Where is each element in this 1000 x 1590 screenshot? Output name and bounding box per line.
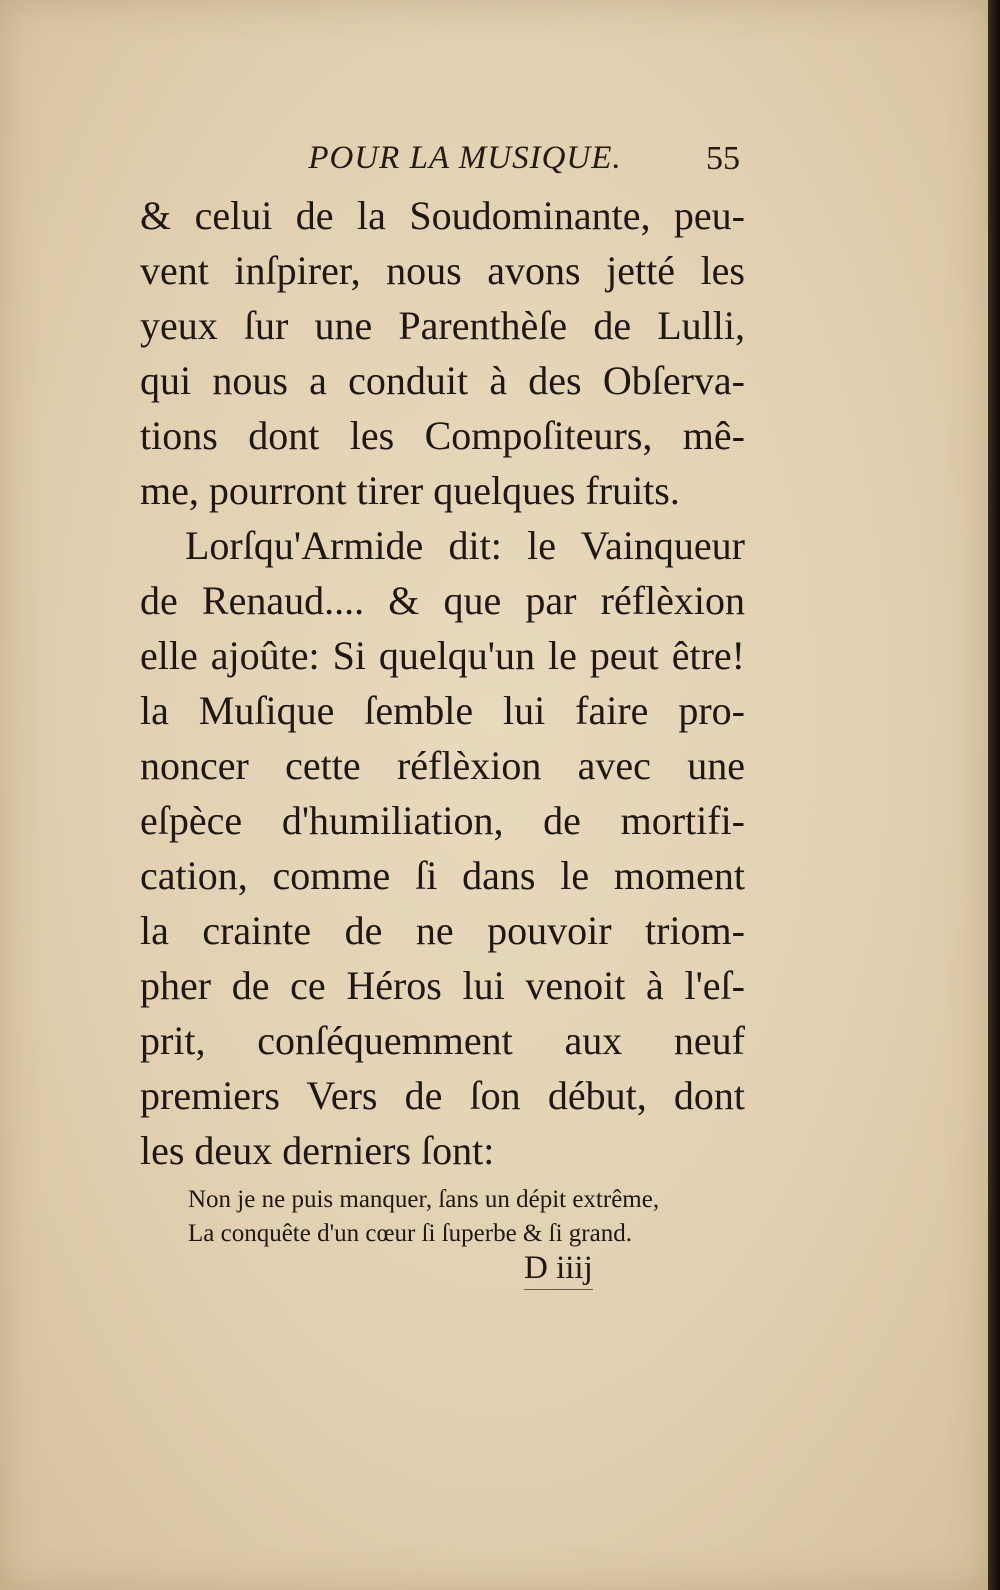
text-line: cation, comme ſi dans le moment	[140, 853, 745, 898]
signature-mark: D iiij	[524, 1250, 593, 1290]
text-line: qui nous a conduit à des Obſerva-	[140, 358, 745, 403]
running-head: POUR LA MUSIQUE.	[308, 140, 622, 176]
text-line: Lorſqu'Armide dit: le Vainqueur	[185, 523, 745, 568]
verse-quotation	[188, 1183, 728, 1251]
text-line: de Renaud.... & que par réflèxion	[140, 578, 745, 623]
text-line: elle ajoûte: Si quelqu'un le peut être!	[140, 633, 745, 678]
verse-line: Non je ne puis manquer, ſans un dépit extrême,	[188, 1186, 660, 1213]
text-line: la Muſique ſemble lui faire pro-	[140, 688, 745, 733]
text-line: premiers Vers de ſon début, dont	[140, 1073, 745, 1118]
page-edge-shadow	[988, 0, 1000, 1590]
page-header	[140, 140, 750, 190]
text-line: pher de ce Héros lui venoit à l'eſ-	[140, 963, 745, 1008]
text-line: prit, conſéquemment aux neuf	[140, 1018, 745, 1063]
text-line: me, pourront tirer quelques fruits.	[140, 468, 680, 513]
verse-line: La conquête d'un cœur ſi ſuperbe & ſi grand.	[188, 1220, 632, 1247]
body-text	[140, 188, 745, 1178]
text-line: noncer cette réflèxion avec une	[140, 743, 745, 788]
text-line: les deux derniers ſont:	[140, 1128, 495, 1173]
page-number: 55	[706, 140, 740, 177]
text-line: & celui de la Soudominante, peu-	[140, 193, 745, 238]
text-line: la crainte de ne pouvoir triom-	[140, 908, 745, 953]
text-line: tions dont les Compoſiteurs, mê-	[140, 413, 745, 458]
text-line: yeux ſur une Parenthèſe de Lulli,	[140, 303, 745, 348]
text-line: vent inſpirer, nous avons jetté les	[140, 248, 745, 293]
text-line: eſpèce d'humiliation, de mortifi-	[140, 798, 745, 843]
